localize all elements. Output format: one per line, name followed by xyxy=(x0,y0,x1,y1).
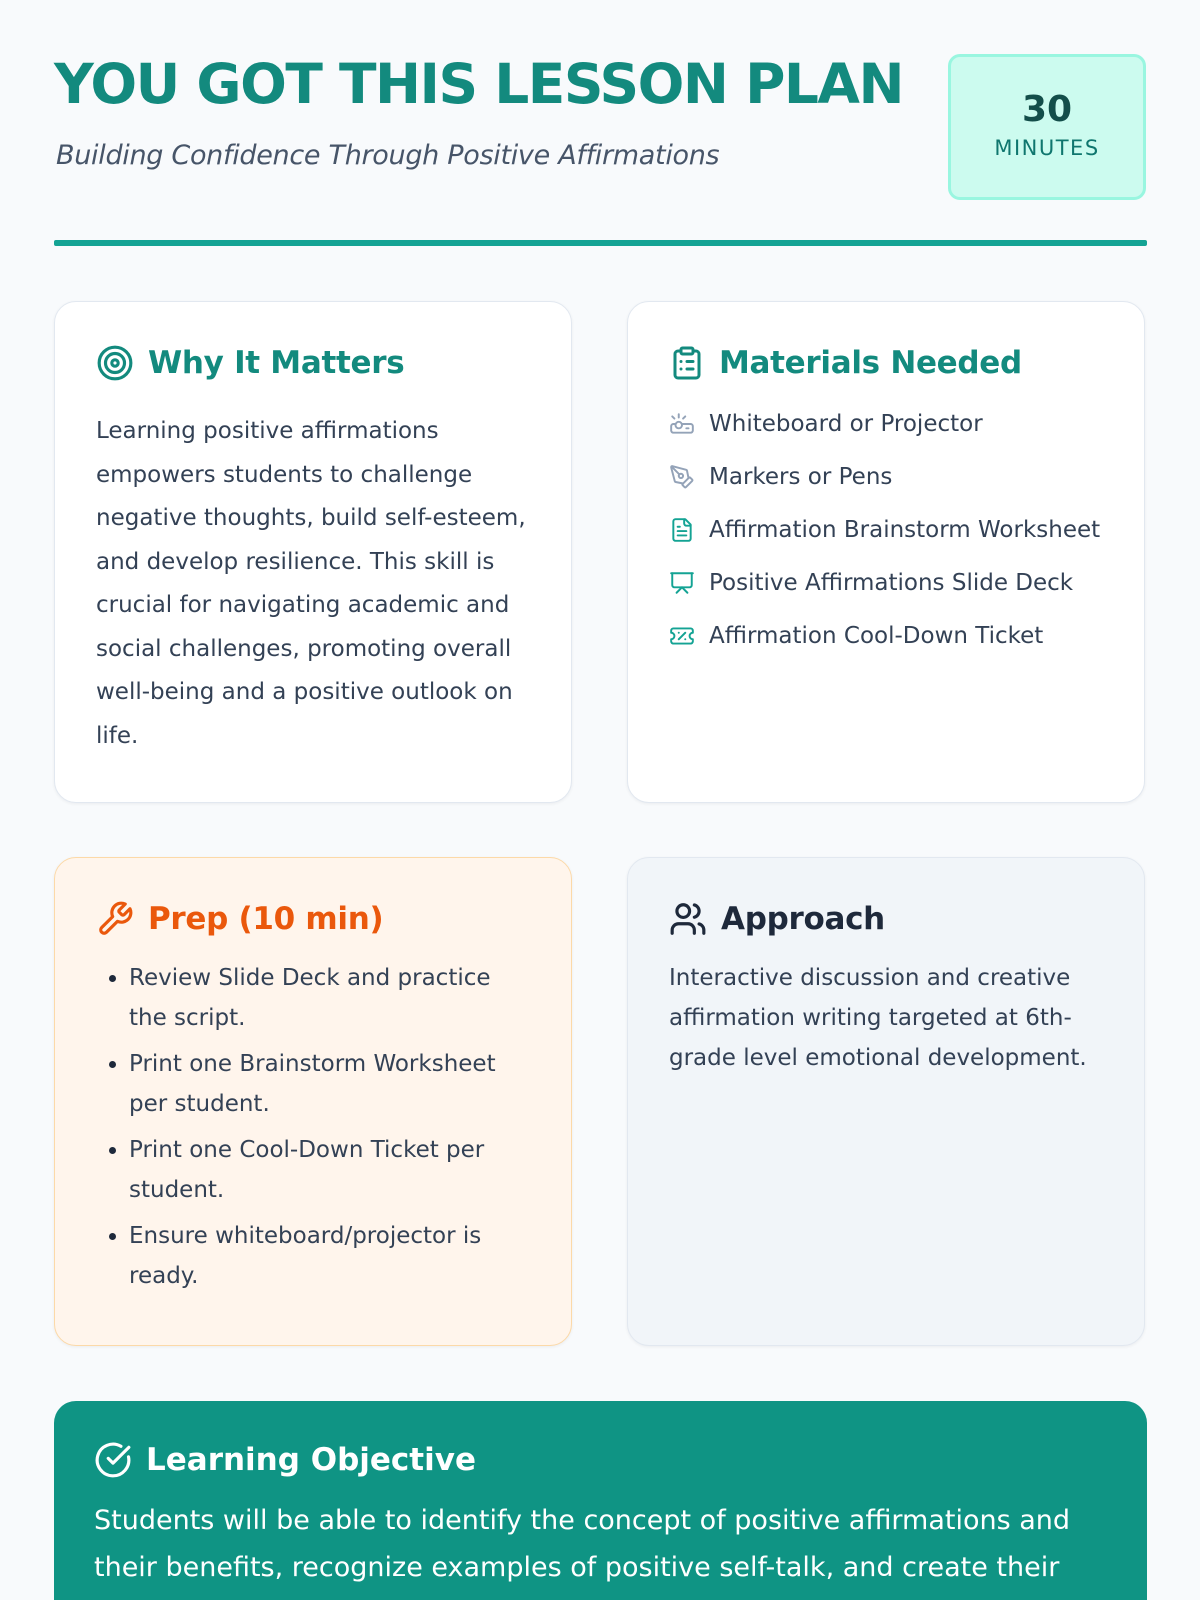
prep-heading xyxy=(96,900,531,938)
list-item xyxy=(669,404,1104,444)
wrench-icon xyxy=(96,900,134,938)
list-item: • Print one Cool-Down Ticket per student. xyxy=(129,1130,531,1210)
page-header xyxy=(54,0,1147,248)
duration-value: 30 xyxy=(1021,89,1073,130)
prep-card xyxy=(54,857,572,1346)
material-label: Markers or Pens xyxy=(709,464,893,490)
why-it-matters-body: Learning positive affirmations empowers students to challenge negative thoughts, build self-esteem, and develop resilience. This skill is crucial for navigating academic and social challenges, promoting overall well-being and a positive outlook on life. xyxy=(96,418,526,749)
materials-card xyxy=(627,301,1145,803)
list-item: • Review Slide Deck and practice the script. xyxy=(129,958,531,1038)
list-item: • Ensure whiteboard/projector is ready. xyxy=(129,1216,531,1296)
document-icon xyxy=(669,517,695,543)
material-label: Whiteboard or Projector xyxy=(709,411,983,437)
users-icon xyxy=(669,900,707,938)
list-item xyxy=(669,563,1104,603)
material-label: Positive Affirmations Slide Deck xyxy=(709,570,1074,596)
prep-list xyxy=(96,958,531,1296)
list-item xyxy=(669,510,1104,550)
lesson-plan-page xyxy=(54,0,1147,1583)
ticket-icon xyxy=(669,623,695,649)
page-subtitle: Building Confidence Through Positive Affirmations xyxy=(56,140,720,171)
approach-card xyxy=(627,857,1145,1346)
learning-objective-heading xyxy=(94,1441,1107,1479)
learning-objective-card xyxy=(54,1401,1147,1600)
list-item xyxy=(669,616,1104,656)
materials-title: Materials Needed xyxy=(719,345,1022,381)
check-circle-icon xyxy=(94,1441,132,1479)
list-item xyxy=(669,457,1104,497)
materials-heading xyxy=(669,344,1104,382)
projector-icon xyxy=(669,411,695,437)
list-item: • Print one Brainstorm Worksheet per student. xyxy=(129,1044,531,1124)
presentation-icon xyxy=(669,570,695,596)
approach-heading xyxy=(669,900,1104,938)
why-it-matters-title: Why It Matters xyxy=(148,345,405,381)
learning-objective-title: Learning Objective xyxy=(146,1442,476,1478)
page-title: YOU GOT THIS LESSON PLAN xyxy=(54,52,904,116)
learning-objective-body: Students will be able to identify the concept of positive affirmations and their benefits, recognize examples of positive self-talk, and create their xyxy=(94,1505,1071,1583)
approach-title: Approach xyxy=(721,901,885,937)
why-it-matters-heading xyxy=(96,344,531,382)
materials-list xyxy=(669,404,1104,656)
prep-title: Prep (10 min) xyxy=(148,901,384,937)
target-icon xyxy=(96,344,134,382)
material-label: Affirmation Brainstorm Worksheet xyxy=(709,517,1101,543)
approach-body: Interactive discussion and creative affirmation writing targeted at 6th-grade level emotional development. xyxy=(669,965,1087,1071)
header-divider xyxy=(54,240,1147,246)
clipboard-icon xyxy=(669,344,705,382)
pen-icon xyxy=(669,464,695,490)
material-label: Affirmation Cool-Down Ticket xyxy=(709,623,1044,649)
why-it-matters-card xyxy=(54,301,572,803)
duration-unit: MINUTES xyxy=(994,136,1100,160)
duration-badge xyxy=(948,54,1146,200)
